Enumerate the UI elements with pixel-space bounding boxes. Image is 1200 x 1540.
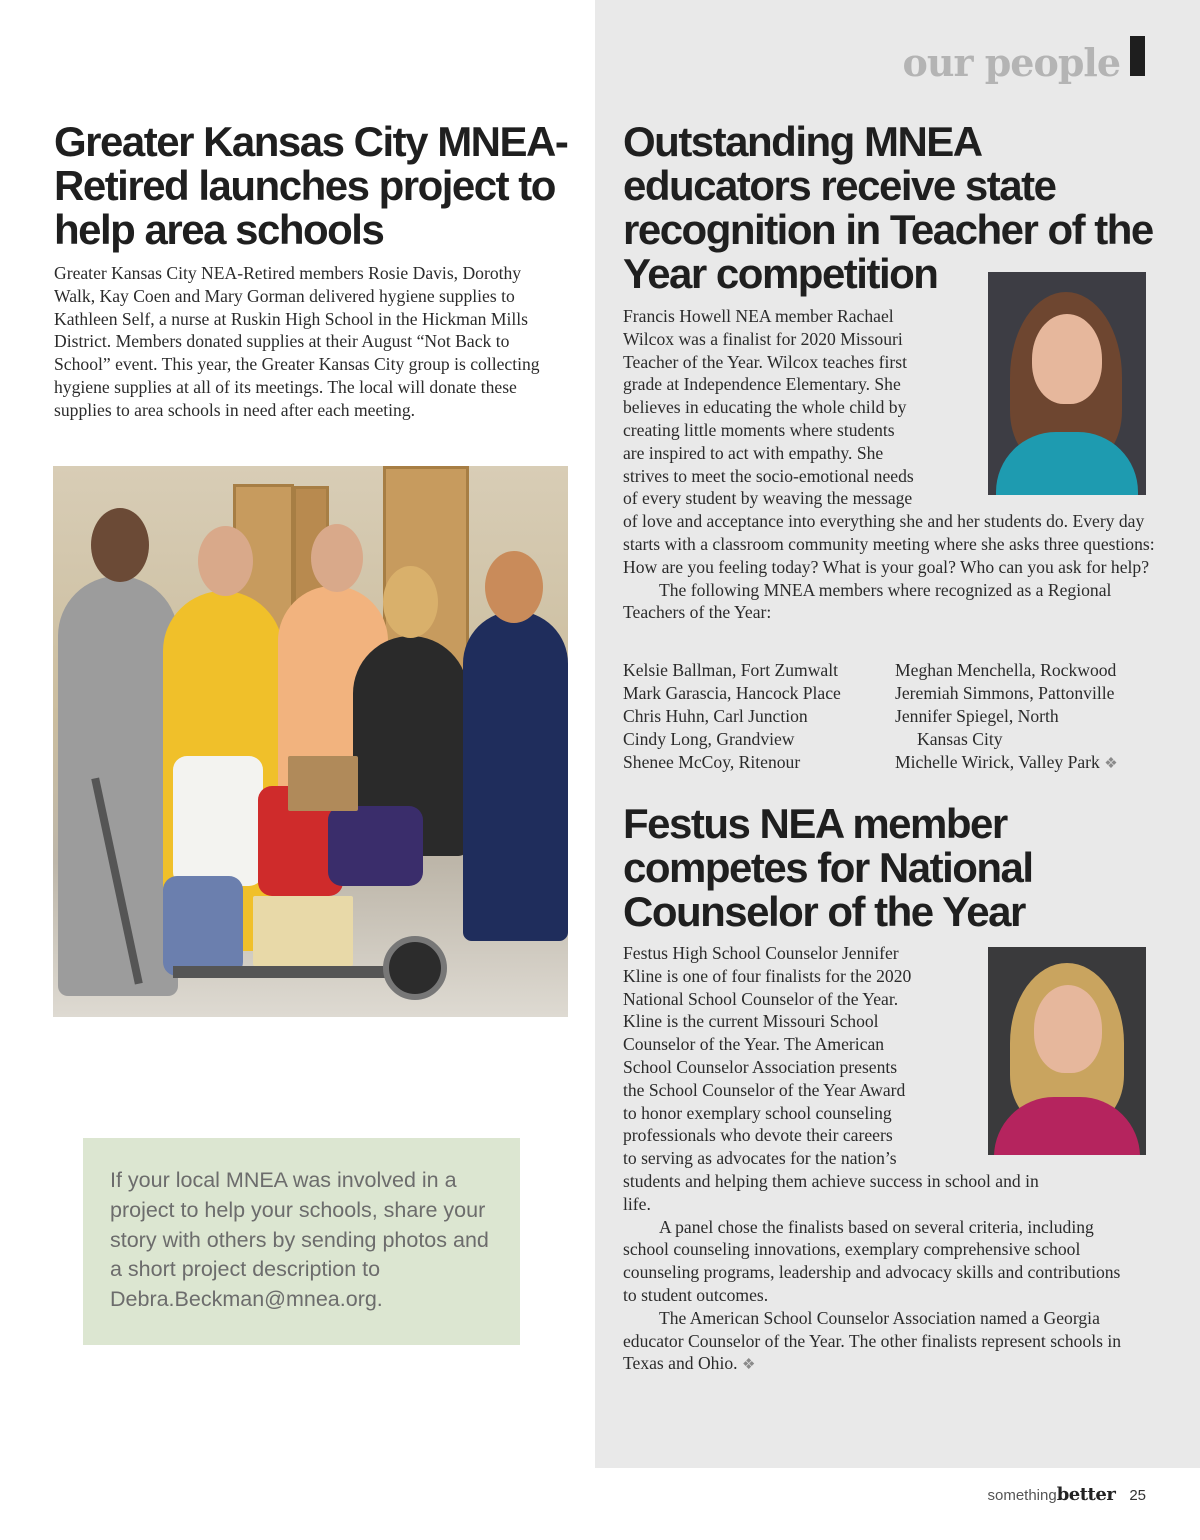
counselor-article-body-rest: students and helping them achieve success in school and in life. xyxy=(623,1170,1039,1214)
text-line: Counselor of the Year. The American xyxy=(623,1034,885,1055)
text-line: National School Counselor of the Year. xyxy=(623,988,899,1009)
photo-head xyxy=(198,526,253,596)
photo-bag xyxy=(163,876,243,976)
text-line: Festus High School Counselor Jennifer xyxy=(623,943,899,963)
text-line: strives to meet the socio-emotional needs xyxy=(623,465,914,486)
counselor-article-paragraph-3 xyxy=(623,1307,1123,1377)
list-item: Jeremiah Simmons, Pattonville xyxy=(895,683,1115,703)
counselor-article-headline: Festus NEA member competes for National Counselor of the Year xyxy=(623,800,1033,935)
photo-box xyxy=(253,896,353,966)
names-column-left xyxy=(623,659,841,774)
text-line: are inspired to act with empathy. She xyxy=(623,442,884,463)
list-item xyxy=(895,751,1118,776)
list-item: Chris Huhn, Carl Junction xyxy=(623,706,808,726)
toy-article-headline: Outstanding MNEA educators receive state recognition in Teacher of the Year competition xyxy=(623,118,1153,297)
left-article-body: Greater Kansas City NEA-Retired members Rosie Davis, Dorothy Walk, Kay Coen and Mary Gorman delivered hygiene supplies to Kathleen Self, a nurse at Ruskin High School in the Hickman Mills District. Members donated supplies at their August “Not Back to School” event. This year, the Greater Kansas City group is collecting hygiene supplies at all of its meetings. The local will donate these supplies to area schools in need after each meeting. xyxy=(54,263,540,420)
list-item-text: Michelle Wirick, Valley Park xyxy=(895,752,1100,772)
photo-person xyxy=(463,611,568,941)
photo-bag xyxy=(328,806,423,886)
section-tag: our people xyxy=(902,40,1120,85)
paragraph-text: The American School Counselor Association named a Georgia educator Counselor of the Year. The other finalists represent schools in Texas and Ohio. xyxy=(623,1307,1122,1374)
list-item: Kansas City xyxy=(917,729,1003,749)
counselor-article-paragraph-2: A panel chose the finalists based on several criteria, including school counseling innovations, exemplary comprehensive school counseling programs, leadership and advocacy skills and contributions to student outcomes. xyxy=(623,1216,1121,1305)
toy-article-body xyxy=(623,305,1163,624)
text-line: Teacher of the Year. Wilcox teaches first xyxy=(623,351,908,372)
photo-box xyxy=(288,756,358,811)
list-item: Jennifer Spiegel, North xyxy=(895,706,1059,726)
photo-bag xyxy=(173,756,263,886)
list-item: Mark Garascia, Hancock Place xyxy=(623,683,841,703)
toy-article-paragraph-2: The following MNEA members where recognized as a Regional Teachers of the Year: xyxy=(623,579,1112,623)
text-line: to serving as advocates for the nation’s xyxy=(623,1148,897,1169)
text-line: Francis Howell NEA member Rachael xyxy=(623,306,894,326)
counselor-article-wrapped-text xyxy=(623,942,968,1170)
list-item: Shenee McCoy, Ritenour xyxy=(623,752,801,772)
toy-article-wrapped-text xyxy=(623,305,968,510)
text-line: of every student by weaving the message xyxy=(623,488,913,509)
list-item: Cindy Long, Grandview xyxy=(623,729,795,749)
text-line: believes in educating the whole child by xyxy=(623,397,907,418)
photo-head xyxy=(485,551,543,623)
section-tag-bar xyxy=(1130,36,1145,76)
text-line: Wilcox was a finalist for 2020 Missouri xyxy=(623,328,903,349)
names-column-right xyxy=(895,659,1118,776)
page-footer xyxy=(987,1484,1146,1505)
list-item: Kelsie Ballman, Fort Zumwalt xyxy=(623,660,838,680)
photo-head xyxy=(311,524,363,592)
end-mark-icon: ❖ xyxy=(1104,756,1118,772)
left-article-headline: Greater Kansas City MNEA-Retired launches project to help area schools xyxy=(54,118,568,253)
photo-person xyxy=(58,576,178,996)
text-line: the School Counselor of the Year Award xyxy=(623,1079,906,1100)
photo-head xyxy=(383,566,438,638)
photo-head xyxy=(91,508,149,582)
text-line: grade at Independence Elementary. She xyxy=(623,374,901,395)
counselor-article-body xyxy=(623,942,1163,1377)
page-number: 25 xyxy=(1129,1487,1146,1504)
submission-callout xyxy=(83,1138,520,1345)
photo-cart-wheel xyxy=(383,936,447,1000)
text-line: to honor exemplary school counseling xyxy=(623,1102,892,1123)
list-item: Meghan Menchella, Rockwood xyxy=(895,660,1117,680)
text-line: creating little moments where students xyxy=(623,419,895,440)
callout-text: If your local MNEA was involved in a project to help your schools, share your story with others by sending photos and a short project description to Debra.Beckman@mnea.org. xyxy=(110,1168,489,1312)
text-line: Kline is the current Missouri School xyxy=(623,1011,879,1032)
group-photo xyxy=(53,466,568,1017)
end-mark-icon: ❖ xyxy=(741,1357,756,1374)
text-line: Kline is one of four finalists for the 2020 xyxy=(623,965,912,986)
toy-article-body-rest: of love and acceptance into everything she and her students do. Every day starts with a classroom community meeting where she asks three questions: How are you feeling today? What is your goal? Who can you ask for help? xyxy=(623,511,1155,577)
footer-brand-light: something xyxy=(987,1487,1057,1504)
text-line: School Counselor Association presents xyxy=(623,1056,898,1077)
text-line: professionals who devote their careers xyxy=(623,1125,893,1146)
footer-brand-bold: better xyxy=(1056,1484,1116,1505)
